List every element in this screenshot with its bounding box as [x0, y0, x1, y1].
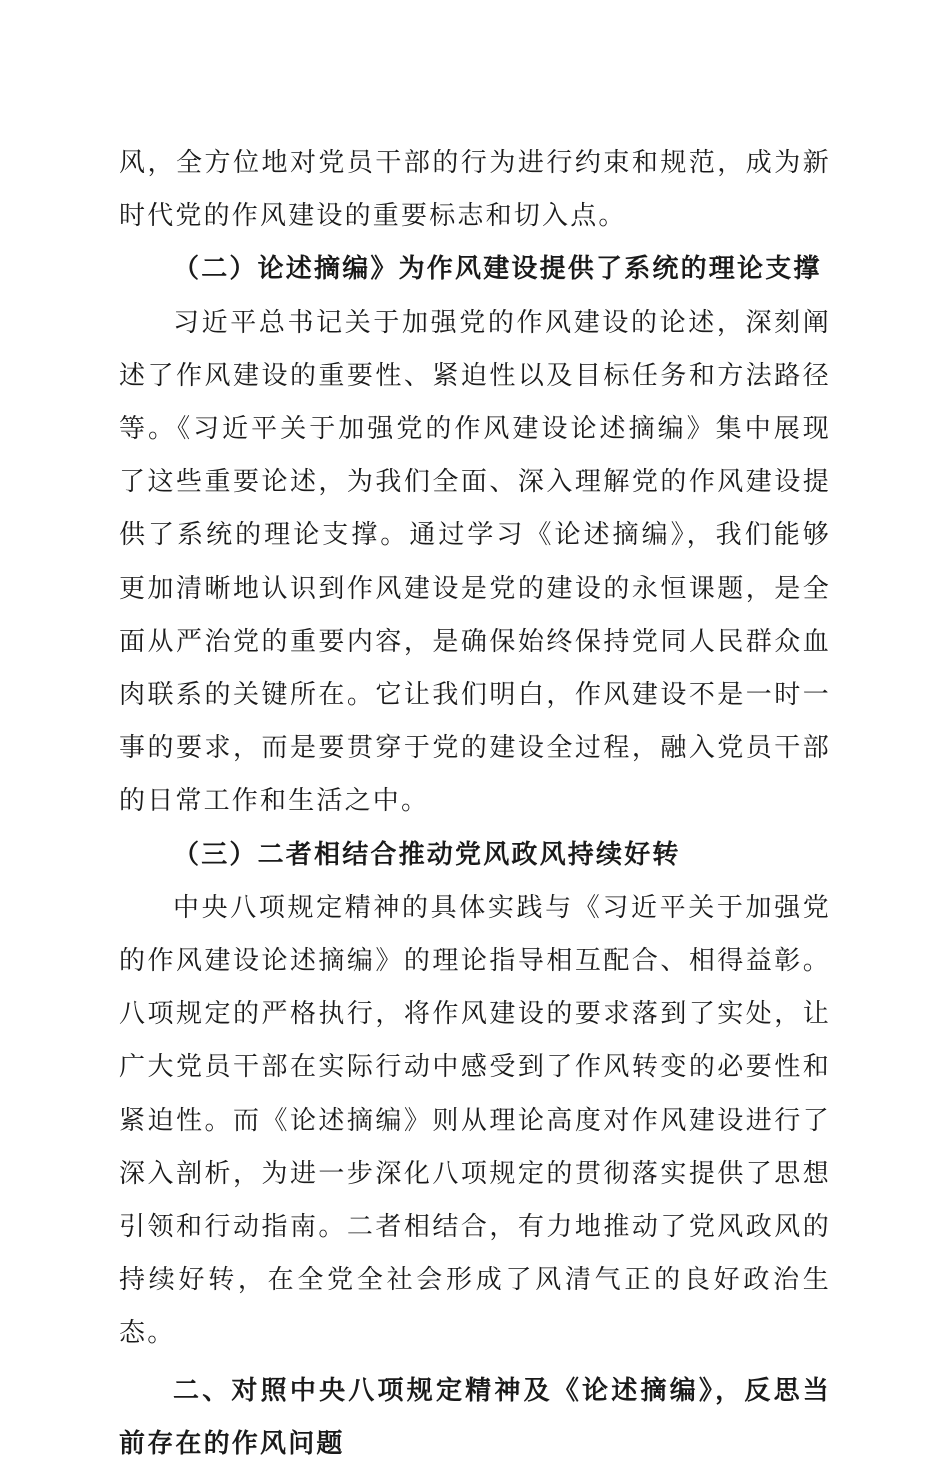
section-heading-2: 二、对照中央八项规定精神及《论述摘编》，反思当前存在的作风问题: [119, 1375, 831, 1459]
paragraph-continued: 风，全方位地对党员干部的行为进行约束和规范，成为新时代党的作风建设的重要标志和切入点。: [119, 148, 831, 232]
paragraph-theory-support: 习近平总书记关于加强党的作风建设的论述，深刻阐述了作风建设的重要性、紧迫性以及目标任务和方法路径等。《习近平关于加强党的作风建设论述摘编》集中展现了这些重要论述，为我们全面、深入理解党的作风建设提供了系统的理论支撑。通过学习《论述摘编》，我们能够更加清晰地认识到作风建设是党的建设的永恒课题，是全面从严治党的重要内容，是确保始终保持党同人民群众血肉联系的关键所在。它让我们明白，作风建设不是一时一事的要求，而是要贯穿于党的建设全过程，融入党员干部的日常工作和生活之中。: [119, 307, 831, 817]
subheading-3: （三）二者相结合推动党风政风持续好转: [173, 839, 681, 870]
subheading-2: （二）论述摘编》为作风建设提供了系统的理论支撑: [173, 254, 822, 285]
paragraph-combination: 中央八项规定精神的具体实践与《习近平关于加强党的作风建设论述摘编》的理论指导相互配合、相得益彰。八项规定的严格执行，将作风建设的要求落到了实处，让广大党员干部在实际行动中感受到了作风转变的必要性和紧迫性。而《论述摘编》则从理论高度对作风建设进行了深入剖析，为进一步深化八项规定的贯彻落实提供了思想引领和行动指南。二者相结合，有力地推动了党风政风的持续好转，在全党全社会形成了风清气正的良好政治生态。: [119, 892, 831, 1349]
document-body: [119, 137, 831, 1471]
